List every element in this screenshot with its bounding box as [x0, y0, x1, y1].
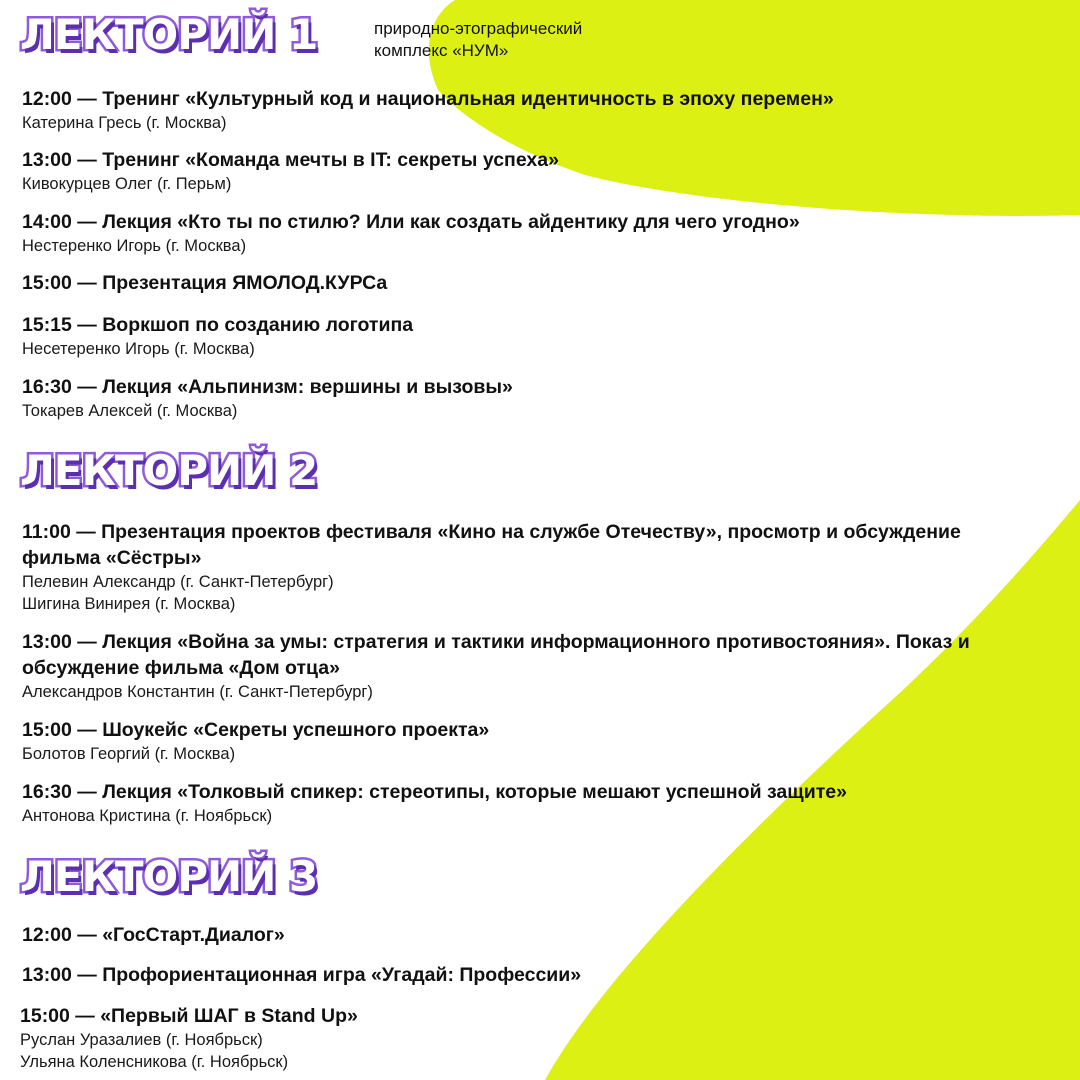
- event-speaker: Антонова Кристина (г. Ноябрьск): [22, 807, 273, 825]
- event-speaker: Александров Константин (г. Санкт-Петербург): [22, 683, 373, 701]
- section-heading-2: ЛЕКТОРИЙ 2: [20, 446, 318, 495]
- event-title: 15:00 — Презентация ЯМОЛОД.КУРСа: [22, 272, 388, 294]
- event-item: [22, 717, 489, 765]
- event-item: [22, 779, 847, 827]
- event-item: [22, 922, 285, 948]
- event-speaker: Болотов Георгий (г. Москва): [22, 745, 236, 763]
- event-item: [20, 1003, 358, 1073]
- event-speaker: Ульяна Коленсникова (г. Ноябрьск): [20, 1053, 289, 1071]
- event-title: 16:30 — Лекция «Альпинизм: вершины и вызовы»: [22, 376, 513, 398]
- event-title: 15:00 — «Первый ШАГ в Stand Up»: [20, 1005, 358, 1027]
- event-item: [22, 147, 559, 195]
- event-item: [22, 962, 581, 988]
- event-speaker: Несетеренко Игорь (г. Москва): [22, 340, 255, 358]
- event-item: [22, 270, 387, 296]
- event-item: [22, 209, 800, 257]
- venue-label: [374, 18, 582, 62]
- event-speaker: Кивокурцев Олег (г. Перьм): [22, 175, 232, 193]
- event-item: [22, 86, 834, 134]
- event-title: 11:00 — Презентация проектов фестиваля «Кино на службе Отечеству», просмотр и обсуждение фильма «Сёстры»: [22, 521, 961, 569]
- event-item: [22, 312, 413, 360]
- event-title: 13:00 — Профориентационная игра «Угадай: Профессии»: [22, 964, 582, 986]
- event-title: 12:00 — Тренинг «Культурный код и национальная идентичность в эпоху перемен»: [22, 88, 834, 110]
- event-speaker: Пелевин Александр (г. Санкт-Петербург): [22, 573, 334, 591]
- event-title: 12:00 — «ГосСтарт.Диалог»: [22, 924, 285, 946]
- event-title: 13:00 — Тренинг «Команда мечты в IT: секреты успеха»: [22, 149, 559, 171]
- event-title: 13:00 — Лекция «Война за умы: стратегия и тактики информационного противостояния». Показ и обсуждение фильма «Дом отца»: [22, 631, 970, 679]
- event-title: 16:30 — Лекция «Толковый спикер: стереотипы, которые мешают успешной защите»: [22, 781, 847, 803]
- event-speaker: Токарев Алексей (г. Москва): [22, 402, 238, 420]
- venue-line-2: комплекс «НУМ»: [374, 41, 509, 60]
- event-item: [22, 629, 1032, 703]
- section-heading-3: ЛЕКТОРИЙ 3: [20, 852, 318, 901]
- event-title: 15:00 — Шоукейс «Секреты успешного проекта»: [22, 719, 490, 741]
- event-speaker: Нестеренко Игорь (г. Москва): [22, 237, 247, 255]
- venue-line-1: природно-этографический: [374, 19, 583, 38]
- event-title: 14:00 — Лекция «Кто ты по стилю? Или как создать айдентику для чего угодно»: [22, 211, 800, 233]
- event-speaker: Катерина Гресь (г. Москва): [22, 114, 227, 132]
- event-item: [22, 374, 513, 422]
- event-item: [22, 519, 1032, 615]
- event-speaker: Шигина Винирея (г. Москва): [22, 595, 236, 613]
- section-heading-1: ЛЕКТОРИЙ 1: [20, 10, 318, 59]
- event-title: 15:15 — Воркшоп по созданию логотипа: [22, 314, 414, 336]
- event-speaker: Руслан Уразалиев (г. Ноябрьск): [20, 1031, 263, 1049]
